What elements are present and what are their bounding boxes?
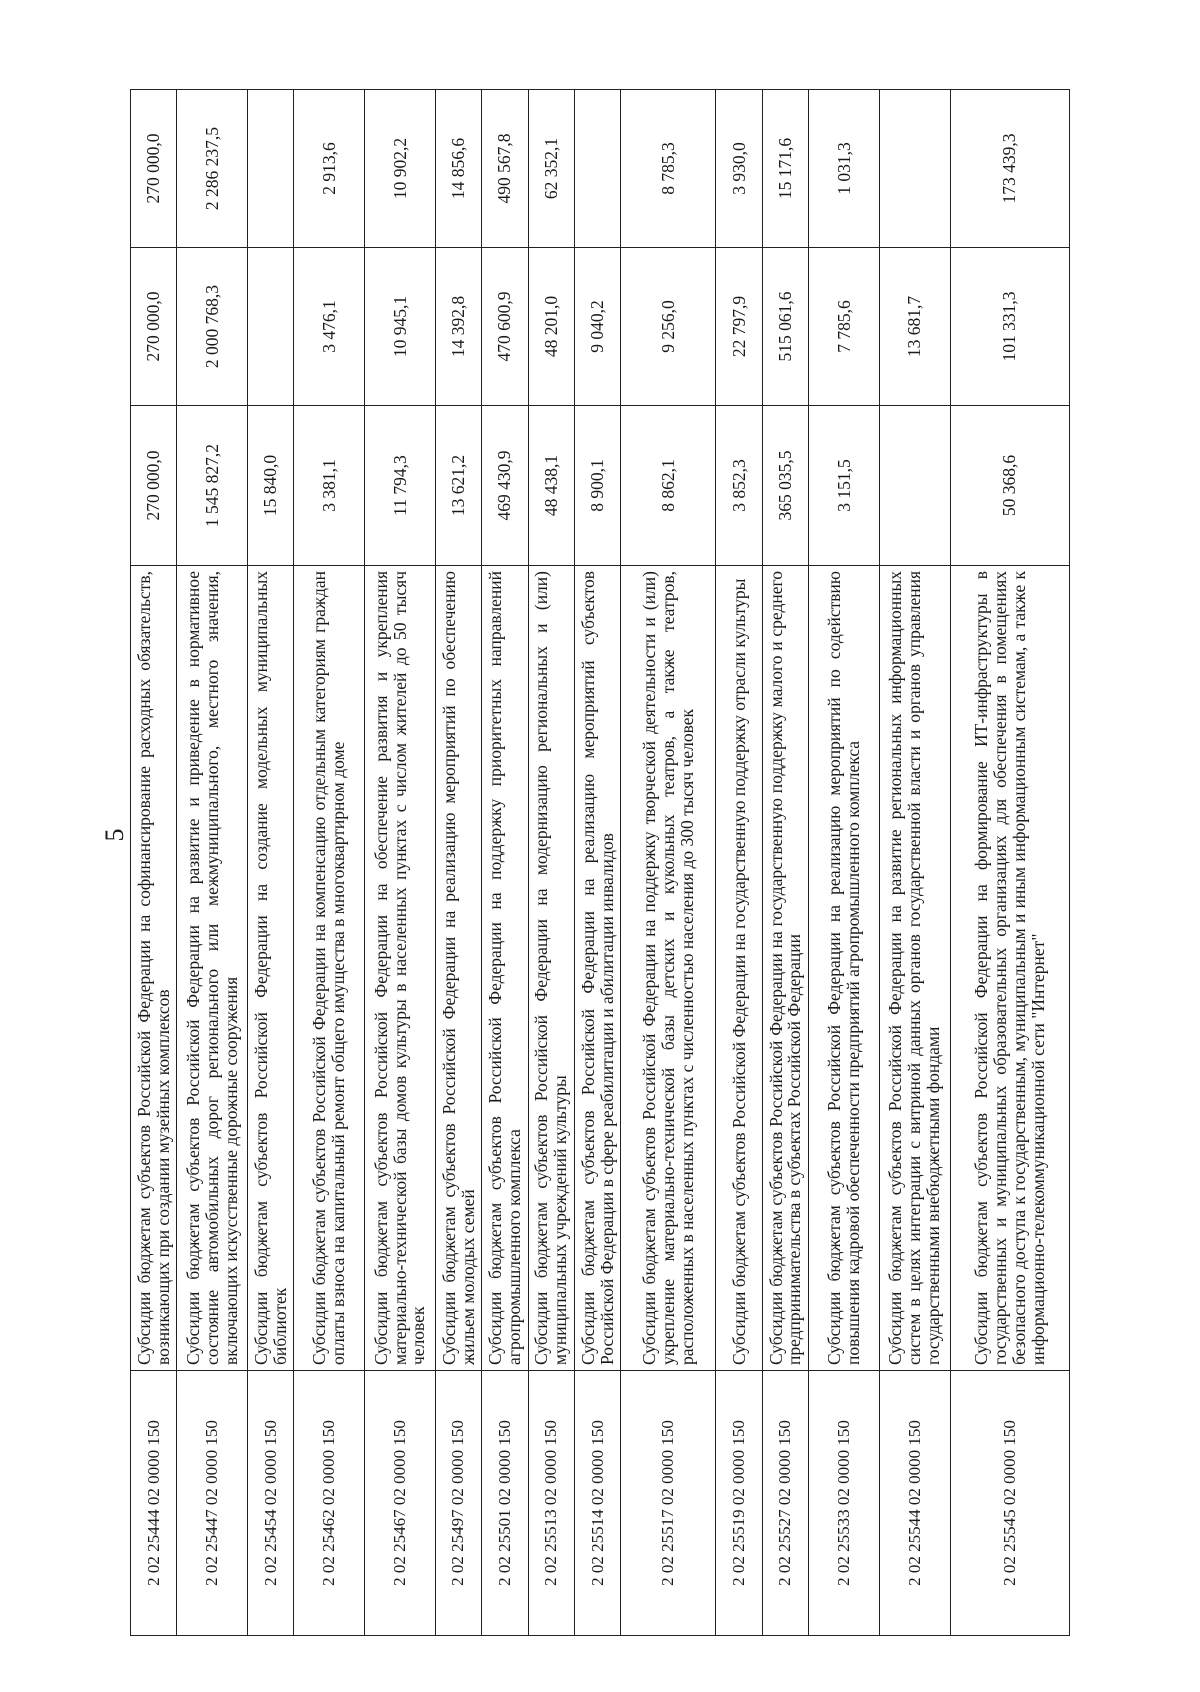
amount-year3-cell: 3 930,0 [716, 90, 762, 248]
budget-code-cell: 2 02 25462 02 0000 150 [294, 1371, 365, 1636]
table-row [248, 90, 294, 1636]
table-row [621, 90, 716, 1636]
description-cell: Субсидии бюджетам субъектов Российской Федерации на компенсацию отдельным категориям граждан оплаты взноса на капитальный ремонт общего имущества в многоквартирном доме [294, 566, 365, 1371]
budget-table [130, 89, 1070, 1636]
amount-year3-cell: 62 352,1 [528, 90, 574, 248]
amount-year2-cell: 9 040,2 [575, 248, 621, 406]
budget-table-sheet [130, 90, 1070, 1636]
budget-code-cell: 2 02 25513 02 0000 150 [528, 1371, 574, 1636]
budget-table-body [131, 90, 1070, 1636]
amount-year1-cell: 8 862,1 [621, 406, 716, 566]
budget-code-cell: 2 02 25545 02 0000 150 [950, 1371, 1069, 1636]
amount-year3-cell: 2 913,6 [294, 90, 365, 248]
amount-year2-cell [248, 248, 294, 406]
amount-year3-cell: 2 286 237,5 [177, 90, 248, 248]
table-row [294, 90, 365, 1636]
budget-code-cell: 2 02 25519 02 0000 150 [716, 1371, 762, 1636]
description-cell: Субсидии бюджетам субъектов Российской Федерации на обеспечение развития и укрепления материально-технической базы домов культуры в населенных пунктах с числом жителей до 50 тысяч человек [365, 566, 436, 1371]
amount-year1-cell: 50 368,6 [950, 406, 1069, 566]
amount-year3-cell: 1 031,3 [809, 90, 880, 248]
description-cell: Субсидии бюджетам субъектов Российской Федерации на государственную поддержку малого и среднего предпринимательства в субъектах Российской Федерации [762, 566, 808, 1371]
amount-year2-cell: 13 681,7 [879, 248, 950, 406]
amount-year2-cell: 101 331,3 [950, 248, 1069, 406]
budget-code-cell: 2 02 25527 02 0000 150 [762, 1371, 808, 1636]
description-cell: Субсидии бюджетам субъектов Российской Федерации на реализацию мероприятий по содействию повышения кадровой обеспеченности предприятий агропромышленного комплекса [809, 566, 880, 1371]
amount-year3-cell: 10 902,2 [365, 90, 436, 248]
description-cell: Субсидии бюджетам субъектов Российской Федерации на модернизацию региональных и (или) муниципальных учреждений культуры [528, 566, 574, 1371]
amount-year1-cell: 3 151,5 [809, 406, 880, 566]
table-row [131, 90, 177, 1636]
description-cell: Субсидии бюджетам субъектов Российской Федерации на поддержку творческой деятельности и (или) укрепление материально-технической базы детских и кукольных театров, а также театров, расположенных в населенных пунктах с численностью населения до 300 тысяч человек [621, 566, 716, 1371]
budget-code-cell: 2 02 25454 02 0000 150 [248, 1371, 294, 1636]
amount-year1-cell: 3 852,3 [716, 406, 762, 566]
amount-year2-cell: 14 392,8 [435, 248, 481, 406]
description-cell: Субсидии бюджетам субъектов Российской Федерации на формирование ИТ-инфраструктуры в государственных и муниципальных образовательных организациях для обеспечения в помещениях безопасного доступа к государственным, муниципальным и иным информационным системам, а также к информационно-телекоммуникационной сети "Интернет" [950, 566, 1069, 1371]
amount-year1-cell: 469 430,9 [482, 406, 528, 566]
amount-year3-cell: 8 785,3 [621, 90, 716, 248]
description-cell: Субсидии бюджетам субъектов Российской Федерации на государственную поддержку отрасли культуры [716, 566, 762, 1371]
page-number: 5 [100, 828, 129, 842]
amount-year3-cell: 14 856,6 [435, 90, 481, 248]
amount-year2-cell: 3 476,1 [294, 248, 365, 406]
table-row [879, 90, 950, 1636]
amount-year1-cell: 13 621,2 [435, 406, 481, 566]
amount-year2-cell: 470 600,9 [482, 248, 528, 406]
table-row [809, 90, 880, 1636]
amount-year2-cell: 515 061,6 [762, 248, 808, 406]
table-row [762, 90, 808, 1636]
budget-code-cell: 2 02 25501 02 0000 150 [482, 1371, 528, 1636]
table-row [528, 90, 574, 1636]
budget-code-cell: 2 02 25544 02 0000 150 [879, 1371, 950, 1636]
budget-code-cell: 2 02 25447 02 0000 150 [177, 1371, 248, 1636]
amount-year3-cell: 490 567,8 [482, 90, 528, 248]
description-cell: Субсидии бюджетам субъектов Российской Федерации на создание модельных муниципальных библиотек [248, 566, 294, 1371]
amount-year1-cell: 1 545 827,2 [177, 406, 248, 566]
description-cell: Субсидии бюджетам субъектов Российской Федерации на развитие региональных информационных систем в целях интеграции с витриной данных органов государственной власти и органов управления государственными внебюджетными фондами [879, 566, 950, 1371]
amount-year1-cell: 270 000,0 [131, 406, 177, 566]
table-row [435, 90, 481, 1636]
budget-code-cell: 2 02 25517 02 0000 150 [621, 1371, 716, 1636]
budget-code-cell: 2 02 25444 02 0000 150 [131, 1371, 177, 1636]
amount-year1-cell: 8 900,1 [575, 406, 621, 566]
description-cell: Субсидии бюджетам субъектов Российской Федерации на реализацию мероприятий по обеспечению жильем молодых семей [435, 566, 481, 1371]
amount-year3-cell: 270 000,0 [131, 90, 177, 248]
description-cell: Субсидии бюджетам субъектов Российской Федерации на поддержку приоритетных направлений агропромышленного комплекса [482, 566, 528, 1371]
amount-year3-cell: 173 439,3 [950, 90, 1069, 248]
budget-code-cell: 2 02 25497 02 0000 150 [435, 1371, 481, 1636]
amount-year1-cell: 15 840,0 [248, 406, 294, 566]
amount-year2-cell: 9 256,0 [621, 248, 716, 406]
table-row [482, 90, 528, 1636]
amount-year2-cell: 2 000 768,3 [177, 248, 248, 406]
amount-year1-cell: 48 438,1 [528, 406, 574, 566]
amount-year2-cell: 270 000,0 [131, 248, 177, 406]
description-cell: Субсидии бюджетам субъектов Российской Федерации на софинансирование расходных обязательств, возникающих при создании музейных комплексов [131, 566, 177, 1371]
table-row [177, 90, 248, 1636]
amount-year2-cell: 10 945,1 [365, 248, 436, 406]
budget-code-cell: 2 02 25514 02 0000 150 [575, 1371, 621, 1636]
table-row [716, 90, 762, 1636]
amount-year3-cell: 15 171,6 [762, 90, 808, 248]
amount-year1-cell: 365 035,5 [762, 406, 808, 566]
amount-year1-cell: 11 794,3 [365, 406, 436, 566]
table-row [365, 90, 436, 1636]
table-row [950, 90, 1069, 1636]
amount-year1-cell [879, 406, 950, 566]
description-cell: Субсидии бюджетам субъектов Российской Федерации на реализацию мероприятий субъектов Российской Федерации в сфере реабилитации и абилитации инвалидов [575, 566, 621, 1371]
amount-year2-cell: 7 785,6 [809, 248, 880, 406]
amount-year3-cell [575, 90, 621, 248]
amount-year2-cell: 22 797,9 [716, 248, 762, 406]
budget-code-cell: 2 02 25467 02 0000 150 [365, 1371, 436, 1636]
amount-year3-cell [248, 90, 294, 248]
budget-code-cell: 2 02 25533 02 0000 150 [809, 1371, 880, 1636]
amount-year1-cell: 3 381,1 [294, 406, 365, 566]
table-row [575, 90, 621, 1636]
amount-year3-cell [879, 90, 950, 248]
description-cell: Субсидии бюджетам субъектов Российской Федерации на развитие и приведение в нормативное состояние автомобильных дорог регионального или межмуниципального, местного значения, включающих искусственные дорожные сооружения [177, 566, 248, 1371]
amount-year2-cell: 48 201,0 [528, 248, 574, 406]
